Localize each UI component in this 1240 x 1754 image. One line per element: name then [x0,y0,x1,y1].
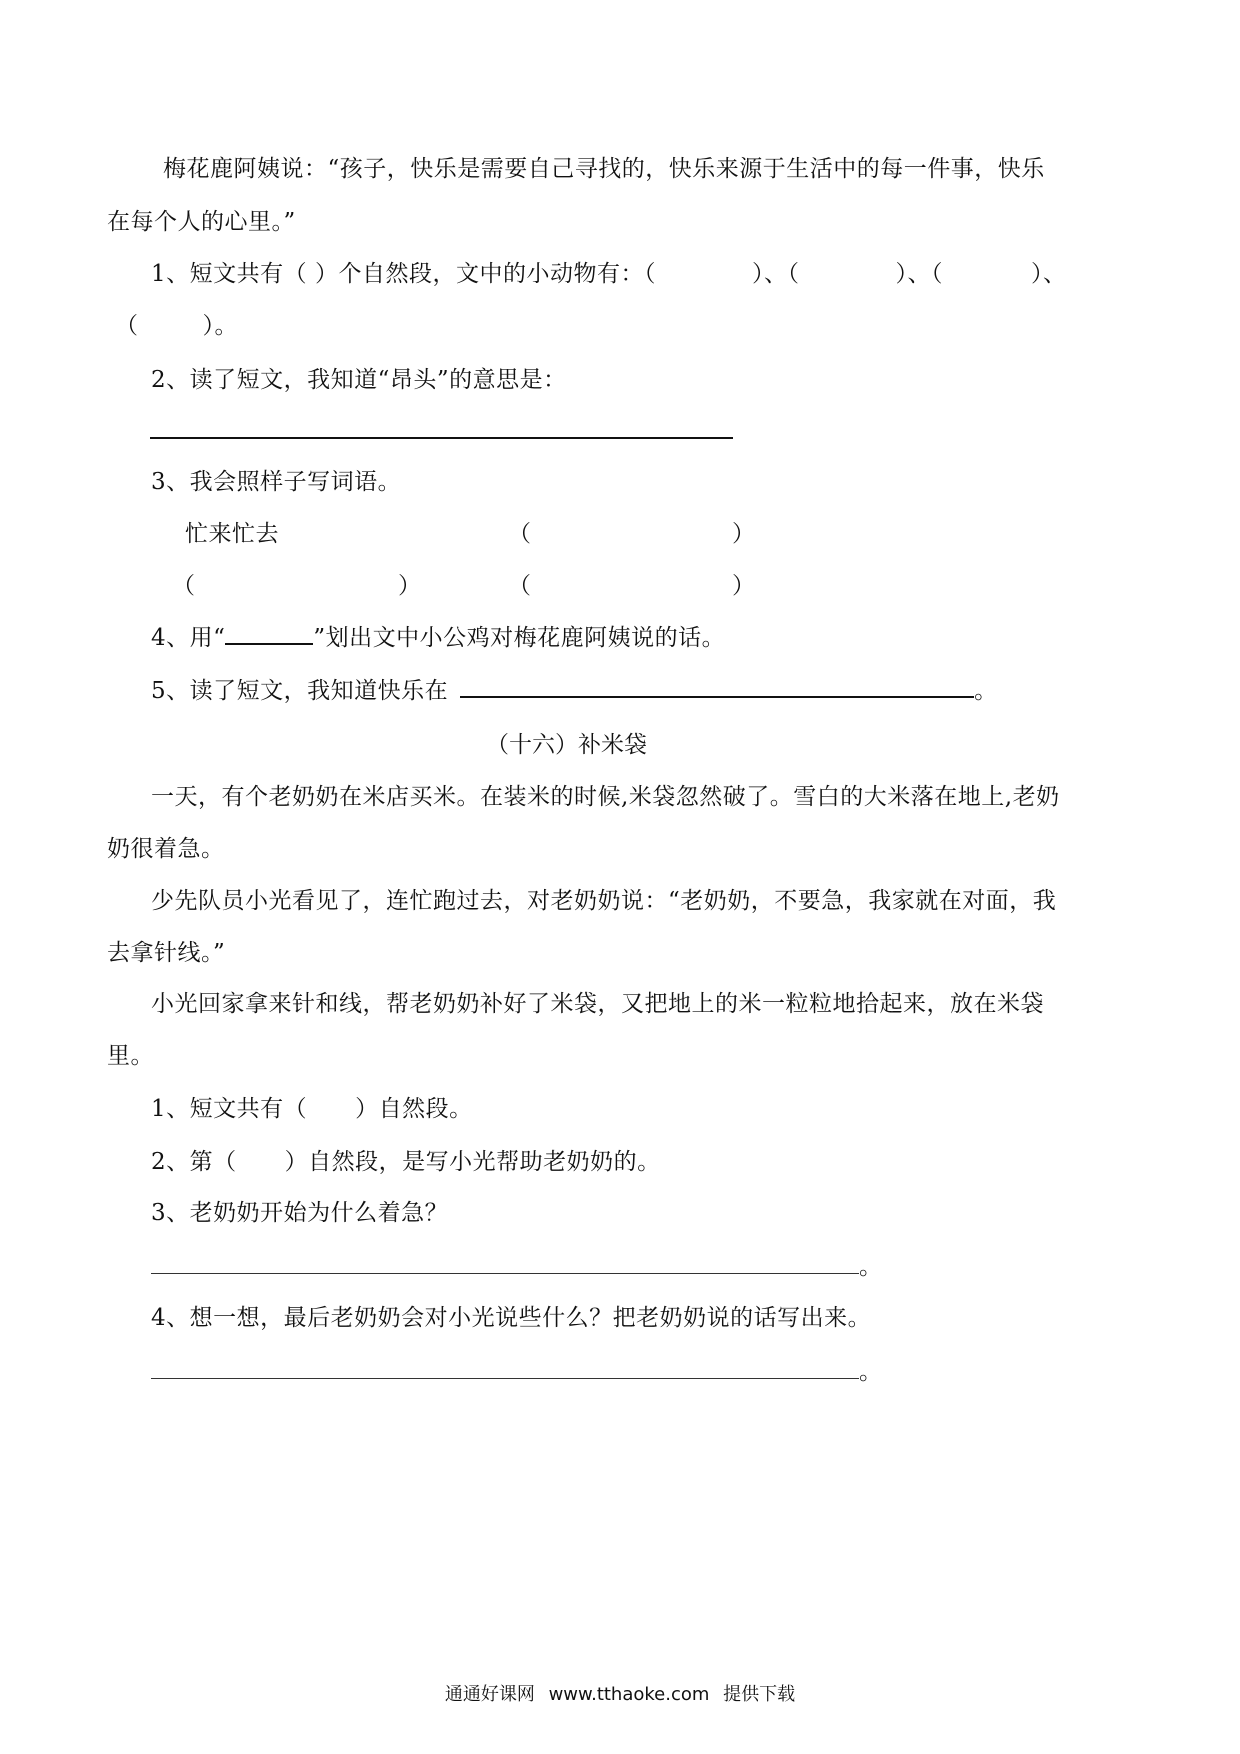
end-period: 。 [859,1254,883,1280]
question-4: 4、想一想，最后老奶奶会对小光说些什么？把老奶奶说的话写出来。 [151,1305,872,1331]
question-1-text: 1、短文共有（ ）个自然段，文中的小动物有：（ [151,261,656,287]
question-5-text: 。 [974,678,998,704]
footer-note: 提供下载 [723,1684,796,1705]
question-2-text: 2、第（ [151,1149,237,1175]
answer-row [151,1356,883,1388]
question-1-text: 1、短文共有（ [151,1096,308,1122]
question-1 [151,1093,473,1125]
paren-close: ） [732,573,756,599]
question-1-text: ）、 [1030,261,1067,287]
passage-paragraph-line: 梅花鹿阿姨说：“孩子，快乐是需要自己寻找的，快乐来源于生活中的每一件事，快乐 [163,156,1045,182]
question-4-text: ”划出文中小公鸡对梅花鹿阿姨说的话。 [313,625,726,651]
footer-site-name: 通通好课网 [444,1684,535,1705]
question-4 [151,622,725,654]
footer-url[interactable]: www.tthaoke.com [548,1684,710,1705]
question-5-text: 5、读了短文，我知道快乐在 [151,678,449,704]
answer-row [151,1251,883,1283]
question-4-text: 4、用“ [151,625,226,651]
end-period: 。 [859,1359,883,1385]
question-3: 3、老奶奶开始为什么着急？ [151,1200,449,1226]
answer-line[interactable] [151,1358,859,1379]
question-2 [151,1146,661,1178]
paren-close: ） [732,521,756,547]
passage-paragraph-line: 奶很着急。 [107,836,225,862]
answer-line[interactable] [150,437,733,439]
passage-paragraph-line: 小光回家拿来针和线，帮老奶奶补好了米袋，又把地上的米一粒粒地拾起来，放在米袋 [151,991,1044,1017]
question-2-text: ）自然段，是写小光帮助老奶奶的。 [284,1149,661,1175]
question-1-text: ）、（ [895,261,943,287]
question-1-text: ）自然段。 [355,1096,473,1122]
question-1-text: （ [115,313,139,339]
question-1-text: ）、（ [751,261,800,287]
passage-title: （十六）补米袋 [486,732,647,758]
question-3: 3、我会照样子写词语。 [151,469,402,495]
question-1-continued [115,310,238,342]
question-5 [151,675,998,707]
question-1 [151,258,1066,290]
example-word: 忙来忙去 [185,521,279,547]
footer [0,1682,1240,1708]
question-2: 2、读了短文，我知道“昂头”的意思是： [151,367,567,393]
paren-open: （ [508,521,532,547]
answer-line[interactable] [460,676,974,698]
paren-open: （ [172,573,196,599]
passage-paragraph-line: 去拿针线。” [107,940,226,966]
paren-open: （ [508,573,532,599]
paren-close: ） [398,573,422,599]
answer-line[interactable] [151,1253,859,1274]
passage-paragraph-line: 少先队员小光看见了，连忙跑过去，对老奶奶说：“老奶奶，不要急，我家就在对面，我 [151,888,1057,914]
passage-paragraph-line: 一天，有个老奶奶在米店买米。在装米的时候,米袋忽然破了。雪白的大米落在地上,老奶 [151,784,1060,810]
passage-paragraph-line: 在每个人的心里。” [107,209,296,235]
passage-paragraph-line: 里。 [107,1043,154,1069]
question-1-text: ）。 [202,313,238,339]
underline-sample [225,623,313,645]
